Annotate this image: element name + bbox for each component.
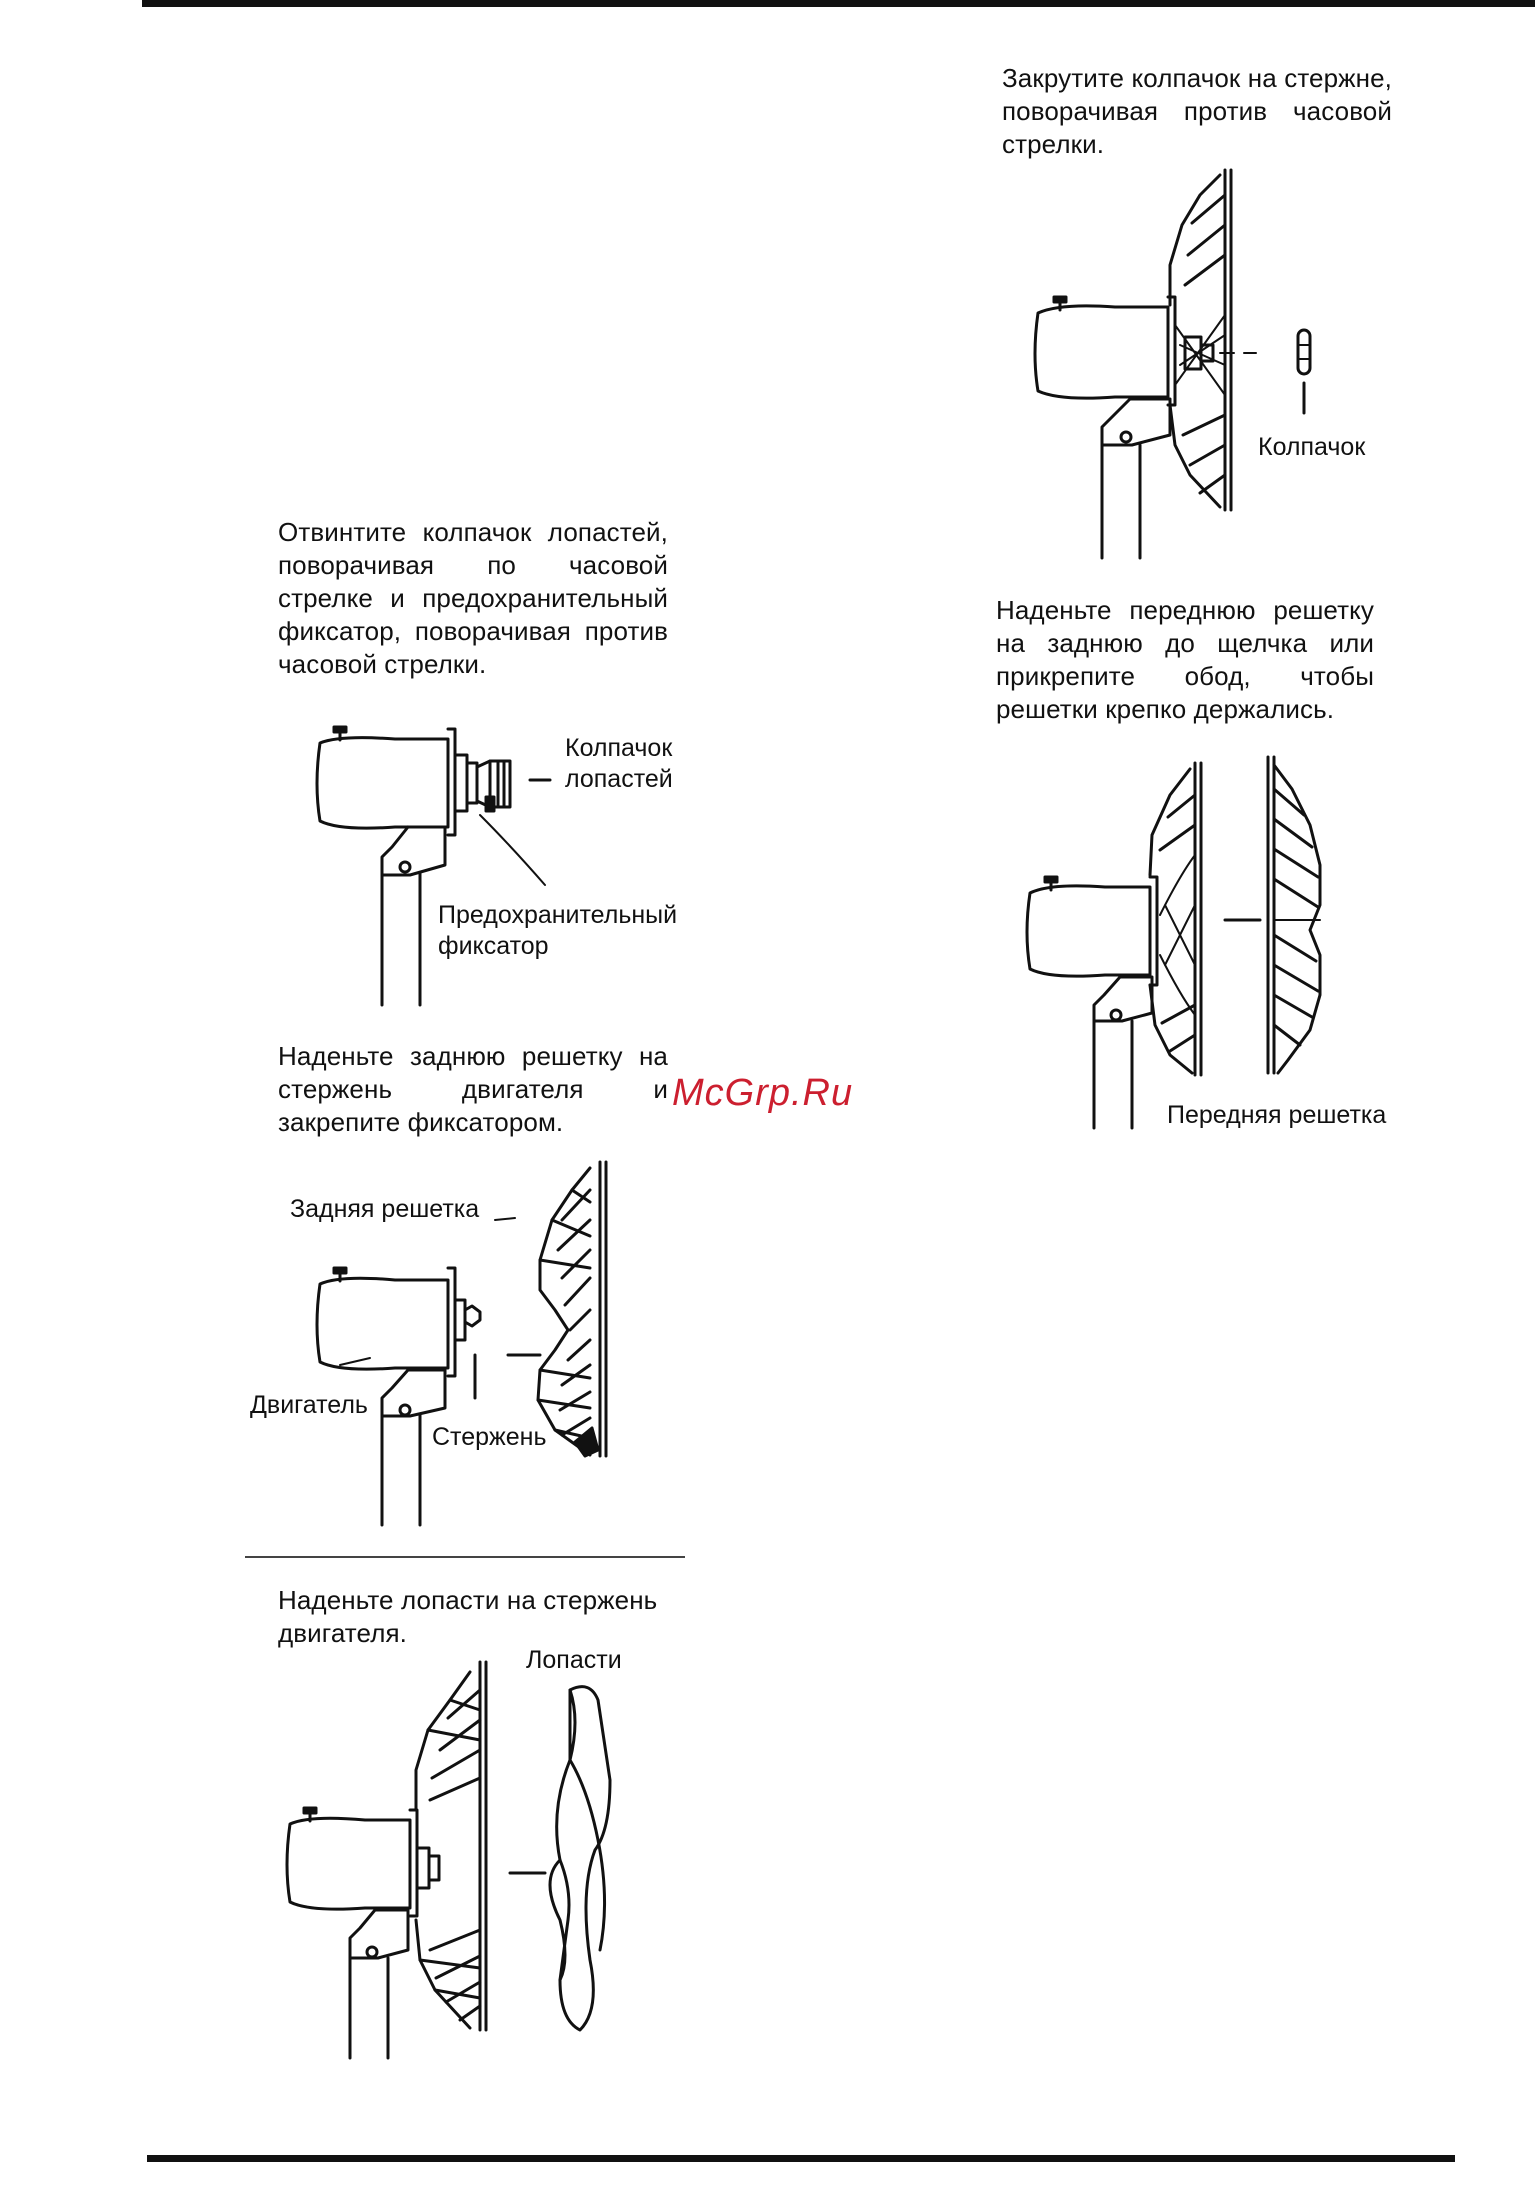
step-unscrew-text: Отвинтите колпачок лопастей, поворачивая по часовой стрелке и предохранительный фиксатор, поворачивая против часовой стрелки. [278, 517, 668, 679]
figure-unscrew-cap [300, 715, 550, 1015]
label-front-grille: Передняя решетка [1167, 1101, 1387, 1129]
watermark: McGrp.Ru [672, 1072, 854, 1114]
step-blades-text: Наденьте лопасти на стержень двигателя. [278, 1585, 658, 1648]
label-motor: Двигатель [250, 1391, 368, 1419]
label-cap: Колпачок [1258, 433, 1366, 461]
figure-front-grille [1020, 755, 1350, 1135]
step-front-grille-text: Наденьте переднюю решетку на заднюю до щелчка или прикрепите обод, чтобы решетки крепко держались. [996, 595, 1374, 724]
top-rule [142, 0, 1535, 7]
figure-screw-cap [1020, 165, 1350, 565]
step-screw-cap-text: Закрутите колпачок на стержне, поворачивая против часовой стрелки. [1002, 63, 1392, 159]
label-blades: Лопасти [526, 1646, 622, 1674]
bottom-rule [147, 2155, 1455, 2162]
label-blade-cap: Колпачок лопастей [565, 734, 673, 793]
label-safety-lock: Предохранительный фиксатор [438, 901, 678, 960]
section-divider [245, 1556, 685, 1558]
label-rear-grille: Задняя решетка [290, 1195, 480, 1223]
figure-blades [270, 1660, 670, 2060]
step-rear-grille-text: Наденьте заднюю решетку на стержень двигателя и закрепите фиксатором. [278, 1041, 668, 1137]
label-shaft: Стержень [432, 1423, 547, 1451]
